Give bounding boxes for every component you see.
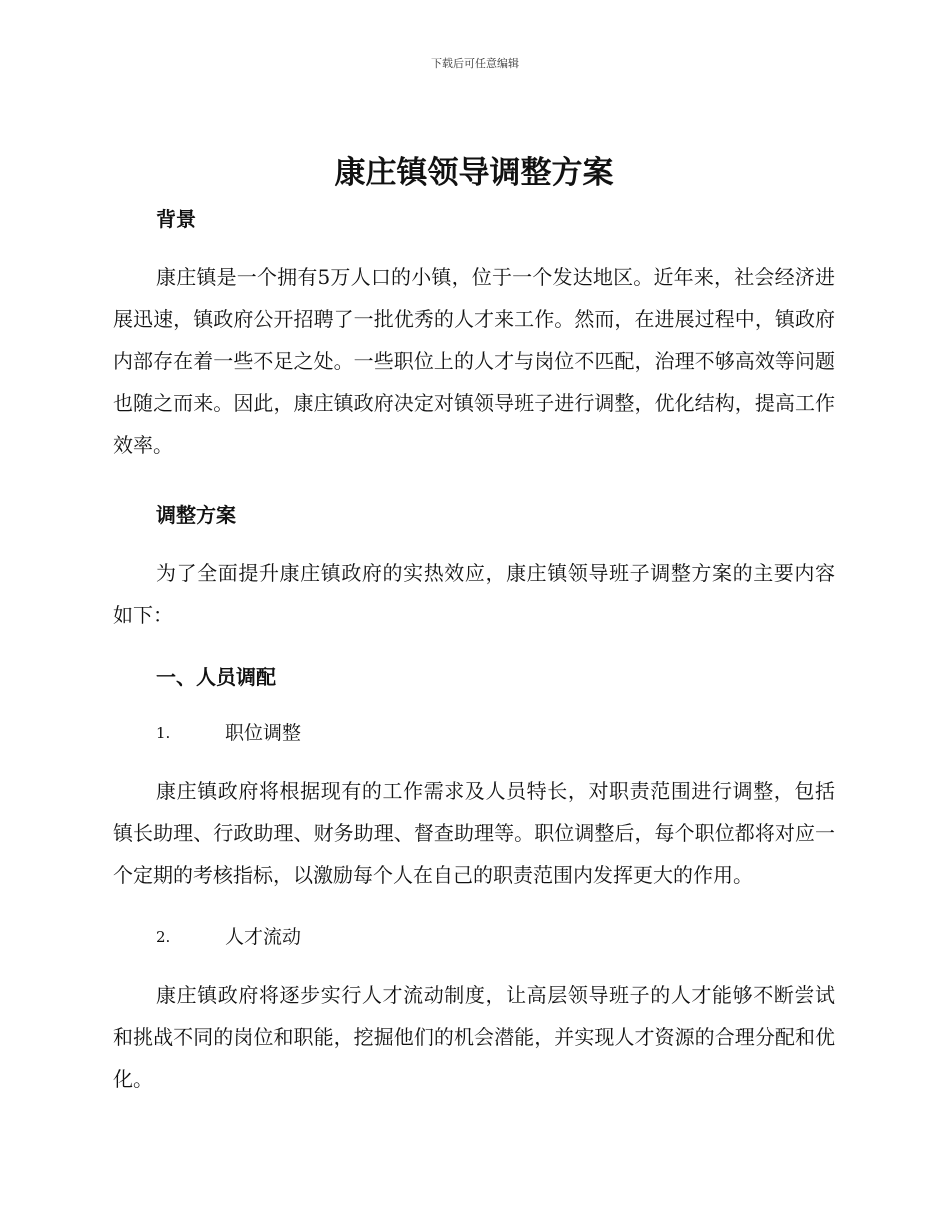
list-item-label: 人才流动 <box>225 926 302 948</box>
list-item-position-adjustment <box>113 718 835 748</box>
list-item-number: 2. <box>156 928 171 946</box>
talent-flow-paragraph: 康庄镇政府将逐步实行人才流动制度，让高层领导班子的人才能够不断尝试和挑战不同的岗位和职能，挖掘他们的机会潜能，并实现人才资源的合理分配和优化。 <box>113 983 835 1091</box>
page-header-note: 下载后可任意编辑 <box>431 57 519 70</box>
background-paragraph: 康庄镇是一个拥有5万人口的小镇，位于一个发达地区。近年来，社会经济进展迅速，镇政府公开招聘了一批优秀的人才来工作。然而，在进展过程中，镇政府内部存在着一些不足之处。一些职位上的人才与岗位不匹配，治理不够高效等问题也随之而来。因此，康庄镇政府决定对镇领导班子进行调整，优化结构，提高工作效率。 <box>113 265 835 457</box>
list-item-talent-flow <box>113 922 835 952</box>
position-adjustment-paragraph: 康庄镇政府将根据现有的工作需求及人员特长，对职责范围进行调整，包括镇长助理、行政助理、财务助理、督查助理等。职位调整后，每个职位都将对应一个定期的考核指标，以激励每个人在自己的职责范围内发挥更大的作用。 <box>113 779 835 887</box>
document-body <box>113 150 835 1100</box>
plan-heading: 调整方案 <box>156 503 236 527</box>
staffing-heading: 一、人员调配 <box>156 665 276 689</box>
list-item-number: 1. <box>156 724 171 742</box>
background-heading: 背景 <box>156 207 196 231</box>
list-item-label: 职位调整 <box>225 722 302 744</box>
plan-intro-paragraph: 为了全面提升康庄镇政府的实热效应，康庄镇领导班子调整方案的主要内容如下： <box>113 561 835 627</box>
document-title: 康庄镇领导调整方案 <box>334 155 614 191</box>
